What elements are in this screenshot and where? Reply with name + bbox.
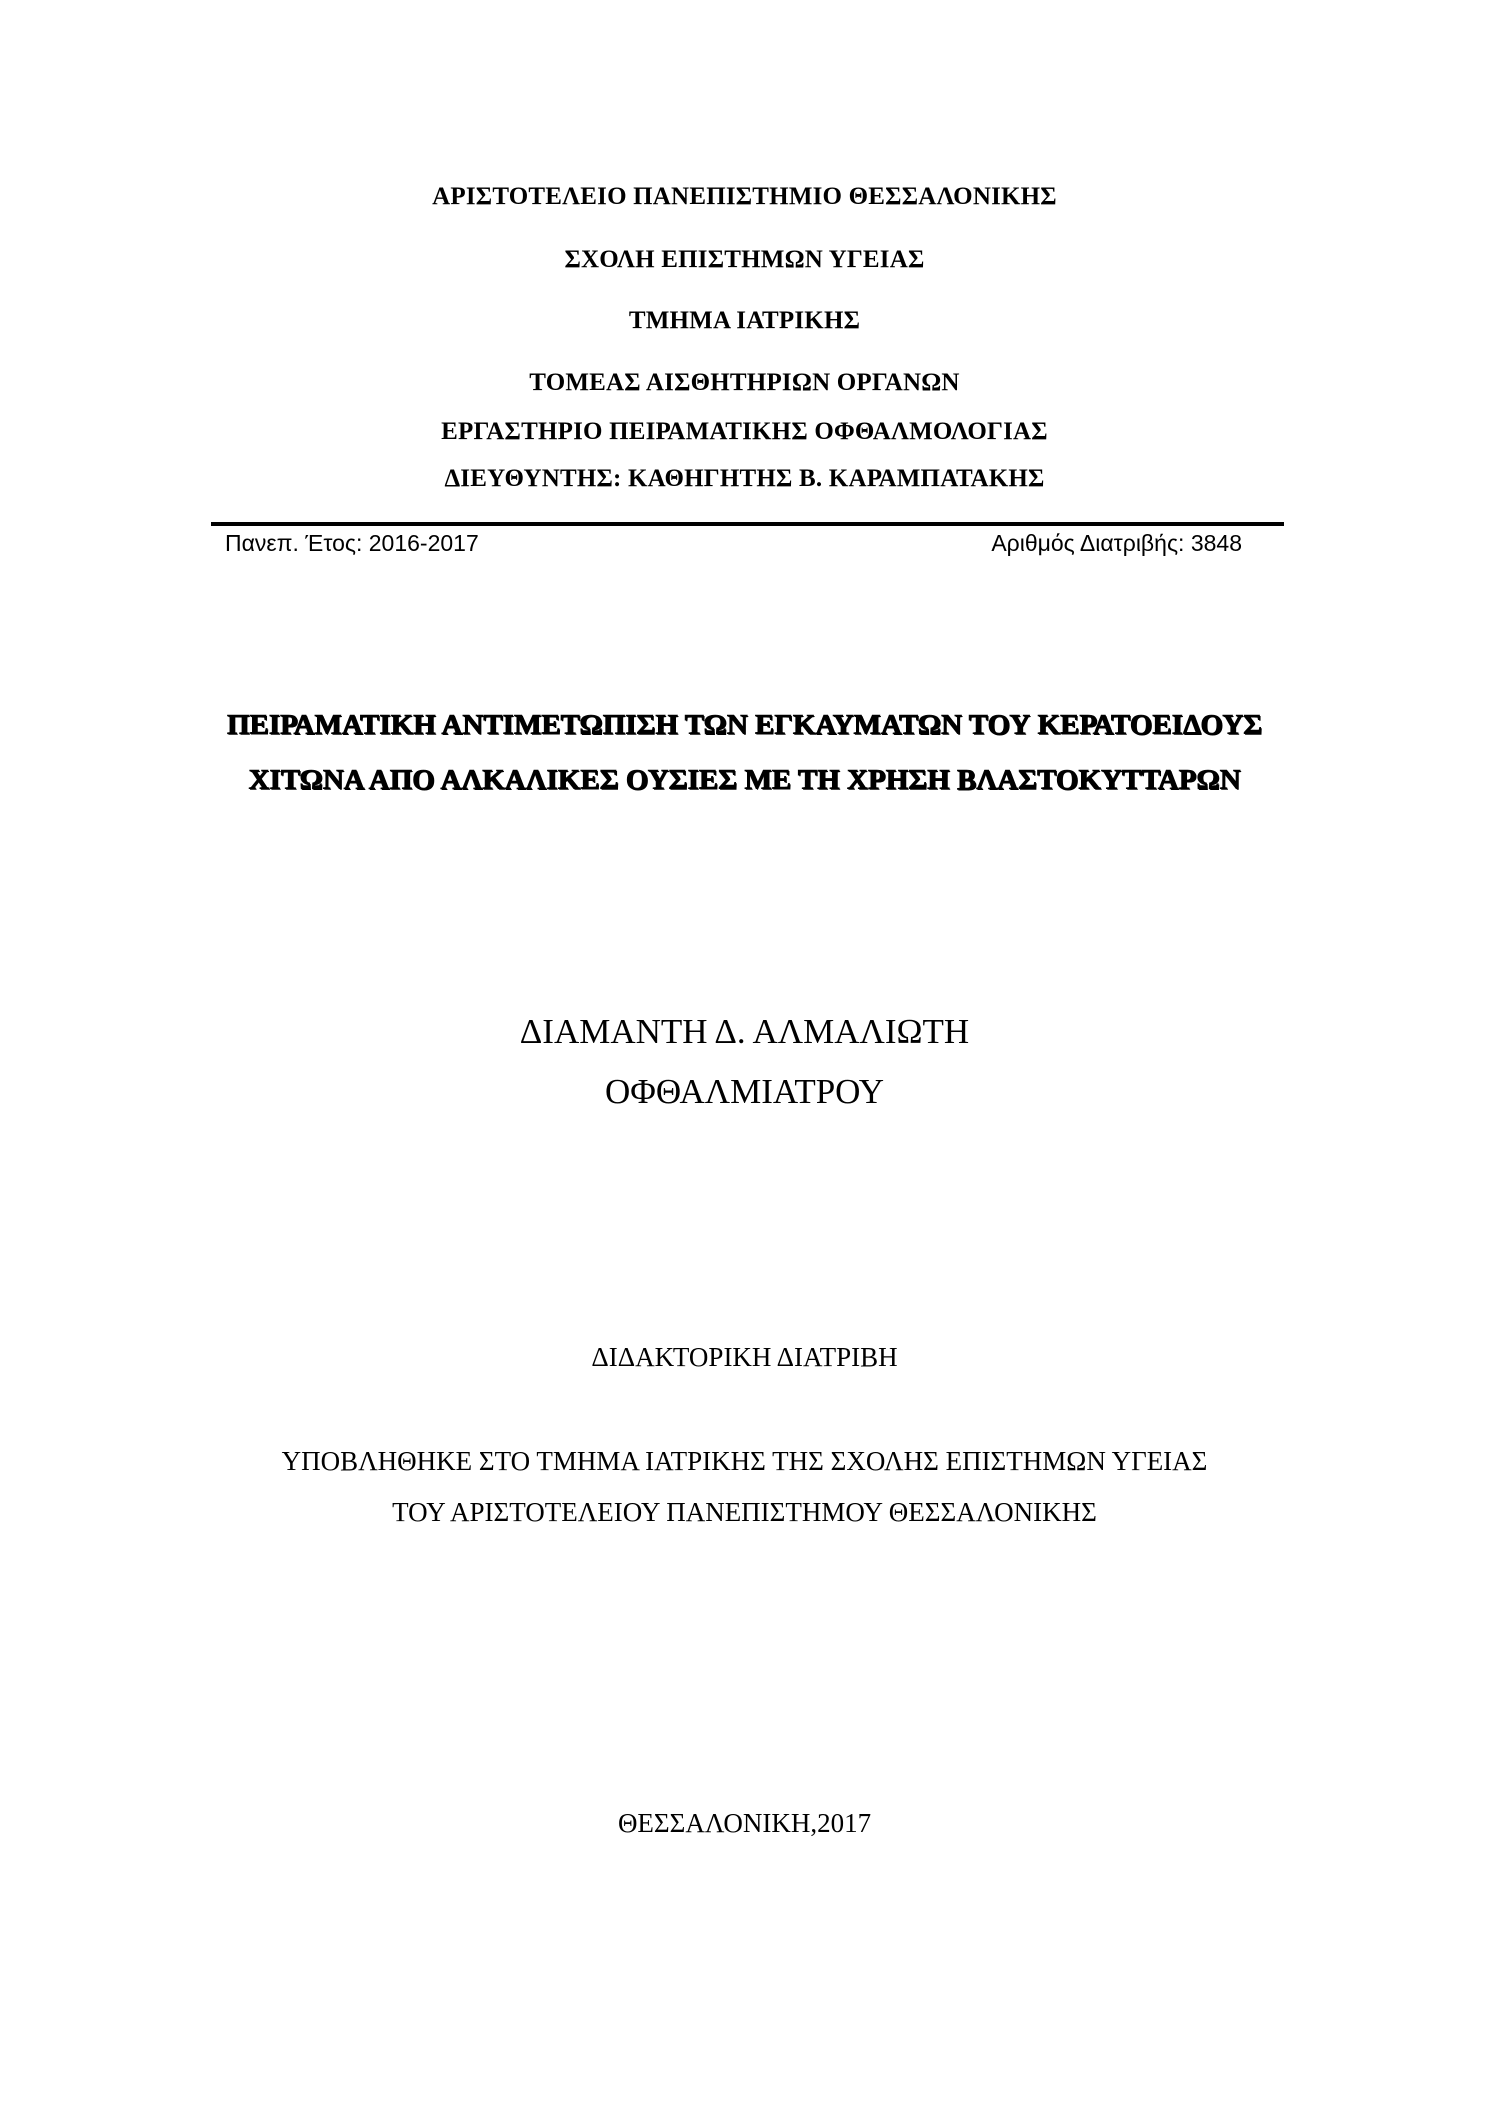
submission-line-2: ΤΟΥ ΑΡΙΣΤΟΤΕΛΕΙΟΥ ΠΑΝΕΠΙΣΤΗΜΟΥ ΘΕΣΣΑΛΟΝΙΚΗΣ — [392, 1497, 1097, 1527]
thesis-title-line-1: ΠΕΙΡΑΜΑΤΙΚΗ ΑΝΤΙΜΕΤΩΠΙΣΗ ΤΩΝ ΕΓΚΑΥΜΑΤΩΝ ΤΟΥ ΚΕΡΑΤΟΕΙΔΟΥΣ — [226, 709, 1263, 741]
university-name: ΑΡΙΣΤΟΤΕΛΕΙΟ ΠΑΝΕΠΙΣΤΗΜΙΟ ΘΕΣΣΑΛΟΝΙΚΗΣ — [432, 183, 1057, 210]
header-divider — [211, 522, 1284, 526]
academic-year: Πανεπ. Έτος: 2016-2017 — [225, 530, 479, 556]
thesis-title-line-2: ΧΙΤΩΝΑ ΑΠΟ ΑΛΚΑΛΙΚΕΣ ΟΥΣΙΕΣ ΜΕ ΤΗ ΧΡΗΣΗ ΒΛΑΣΤΟΚΥΤΤΑΡΩΝ — [248, 764, 1241, 796]
document-type: ΔΙΔΑΚΤΟΡΙΚΗ ΔΙΑΤΡΙΒΗ — [591, 1342, 898, 1372]
thesis-number: Αριθμός Διατριβής: 3848 — [991, 530, 1242, 556]
department-name: ΤΜΗΜΑ ΙΑΤΡΙΚΗΣ — [628, 307, 861, 334]
author-name: ΔΙΑΜΑΝΤΗ Δ. ΑΛΜΑΛΙΩΤΗ — [519, 1012, 970, 1051]
laboratory-name: ΕΡΓΑΣΤΗΡΙΟ ΠΕΙΡΑΜΑΤΙΚΗΣ ΟΦΘΑΛΜΟΛΟΓΙΑΣ — [441, 418, 1048, 445]
author-role: ΟΦΘΑΛΜΙΑΤΡΟΥ — [605, 1072, 884, 1111]
place-and-date: ΘΕΣΣΑΛΟΝΙΚΗ,2017 — [617, 1808, 872, 1838]
director-line: ΔΙΕΥΘΥΝΤΗΣ: ΚΑΘΗΓΗΤΗΣ Β. ΚΑΡΑΜΠΑΤΑΚΗΣ — [444, 465, 1045, 492]
sector-name: ΤΟΜΕΑΣ ΑΙΣΘΗΤΗΡΙΩΝ ΟΡΓΑΝΩΝ — [529, 369, 960, 396]
submission-line-1: ΥΠΟΒΛΗΘΗΚΕ ΣΤΟ ΤΜΗΜΑ ΙΑΤΡΙΚΗΣ ΤΗΣ ΣΧΟΛΗΣ ΕΠΙΣΤΗΜΩΝ ΥΓΕΙΑΣ — [281, 1446, 1208, 1476]
school-name: ΣΧΟΛΗ ΕΠΙΣΤΗΜΩΝ ΥΓΕΙΑΣ — [564, 246, 925, 273]
